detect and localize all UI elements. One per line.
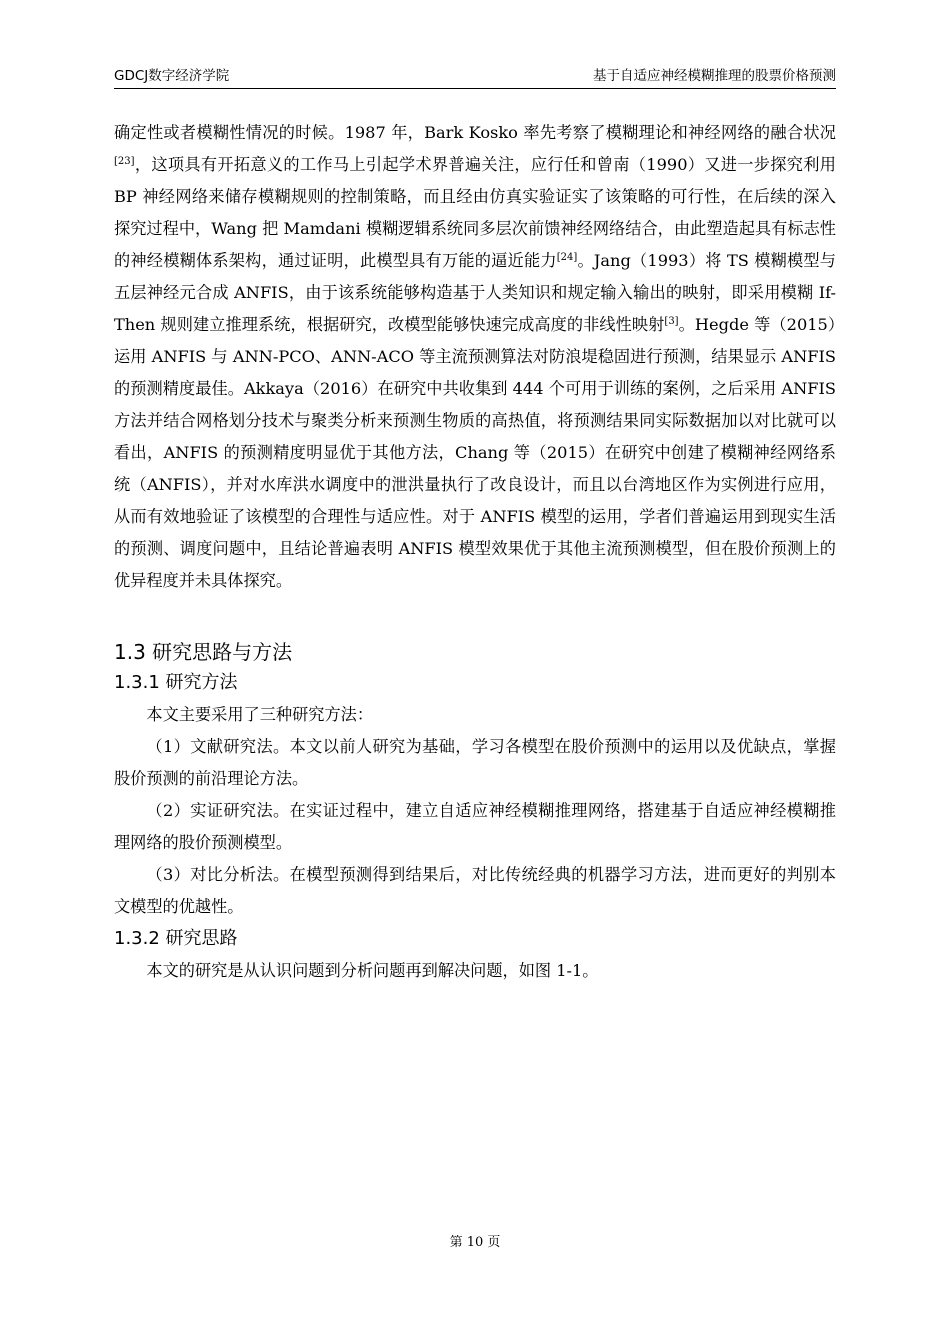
section-heading: 1.3 研究思路与方法 bbox=[114, 640, 293, 664]
subsection-heading-idea: 1.3.2 研究思路 bbox=[114, 928, 238, 949]
method-item: （1）文献研究法。本文以前人研究为基础，学习各模型在股价预测中的运用以及优缺点，掌握股价预测的前沿理论方法。 bbox=[114, 737, 836, 788]
citation-ref: [24] bbox=[556, 252, 578, 263]
header-title: 基于自适应神经模糊推理的股票价格预测 bbox=[593, 68, 836, 84]
citation-ref: [23] bbox=[114, 156, 135, 167]
page-number: 第 10 页 bbox=[449, 1235, 501, 1250]
method-item: （3）对比分析法。在模型预测得到结果后，对比传统经典的机器学习方法，进而更好的判别本文模型的优越性。 bbox=[114, 865, 836, 916]
method-item: （2）实证研究法。在实证过程中，建立自适应神经模糊推理网络，搭建基于自适应神经模糊推理网络的股价预测模型。 bbox=[114, 801, 836, 852]
header-institution: GDCJ数字经济学院 bbox=[114, 68, 230, 84]
page-body bbox=[114, 117, 836, 987]
methods-intro: 本文主要采用了三种研究方法： bbox=[146, 705, 374, 724]
idea-paragraph: 本文的研究是从认识问题到分析问题再到解决问题，如图 1-1。 bbox=[146, 961, 599, 980]
running-header bbox=[114, 66, 836, 89]
subsection-heading-methods: 1.3.1 研究方法 bbox=[114, 672, 238, 693]
citation-ref: [3] bbox=[664, 316, 679, 327]
body-paragraph: 确定性或者模糊性情况的时候。1987 年，Bark Kosko 率先考察了模糊理论和神经网络的融合状况[23]，这项具有开拓意义的工作马上引起学术界普遍关注，应行任和曾南（1990）又进一步探究利用 BP 神经网络来储存模糊规则的控制策略，而且经由仿真实验证实了该策略的可行性，在后续的深入探究过程中，Wang 把 Mamdani 模糊逻辑系统同多层次前馈神经网络结合，由此塑造起具有标志性的神经模糊体系架构，通过证明，此模型具有万能的逼近能力[24]。Jang（1993）将 TS 模糊模型与五层神经元合成 ANFIS，由于该系统能够构造基于人类知识和规定输入输出的映射，即采用模糊 If-Then 规则建立推理系统，根据研究，改模型能够快速完成高度的非线性映射[3]。Hegde 等（2015）运用 ANFIS 与 ANN-PCO、ANN-ACO 等主流预测算法对防浪堤稳固进行预测，结果显示 ANFIS 的预测精度最佳。Akkaya（2016）在研究中共收集到 444 个可用于训练的案例，之后采用 ANFIS 方法并结合网格划分技术与聚类分析来预测生物质的高热值，将预测结果同实际数据加以对比就可以看出，ANFIS 的预测精度明显优于其他方法，Chang 等（2015）在研究中创建了模糊神经网络系统（ANFIS），并对水库洪水调度中的泄洪量执行了改良设计，而且以台湾地区作为实例进行应用，从而有效地验证了该模型的合理性与适应性。对于 ANFIS 模型的运用，学者们普遍运用到现实生活的预测、调度问题中，且结论普遍表明 ANFIS 模型效果优于其他主流预测模型，但在股价预测上的优异程度并未具体探究。 bbox=[114, 123, 837, 590]
